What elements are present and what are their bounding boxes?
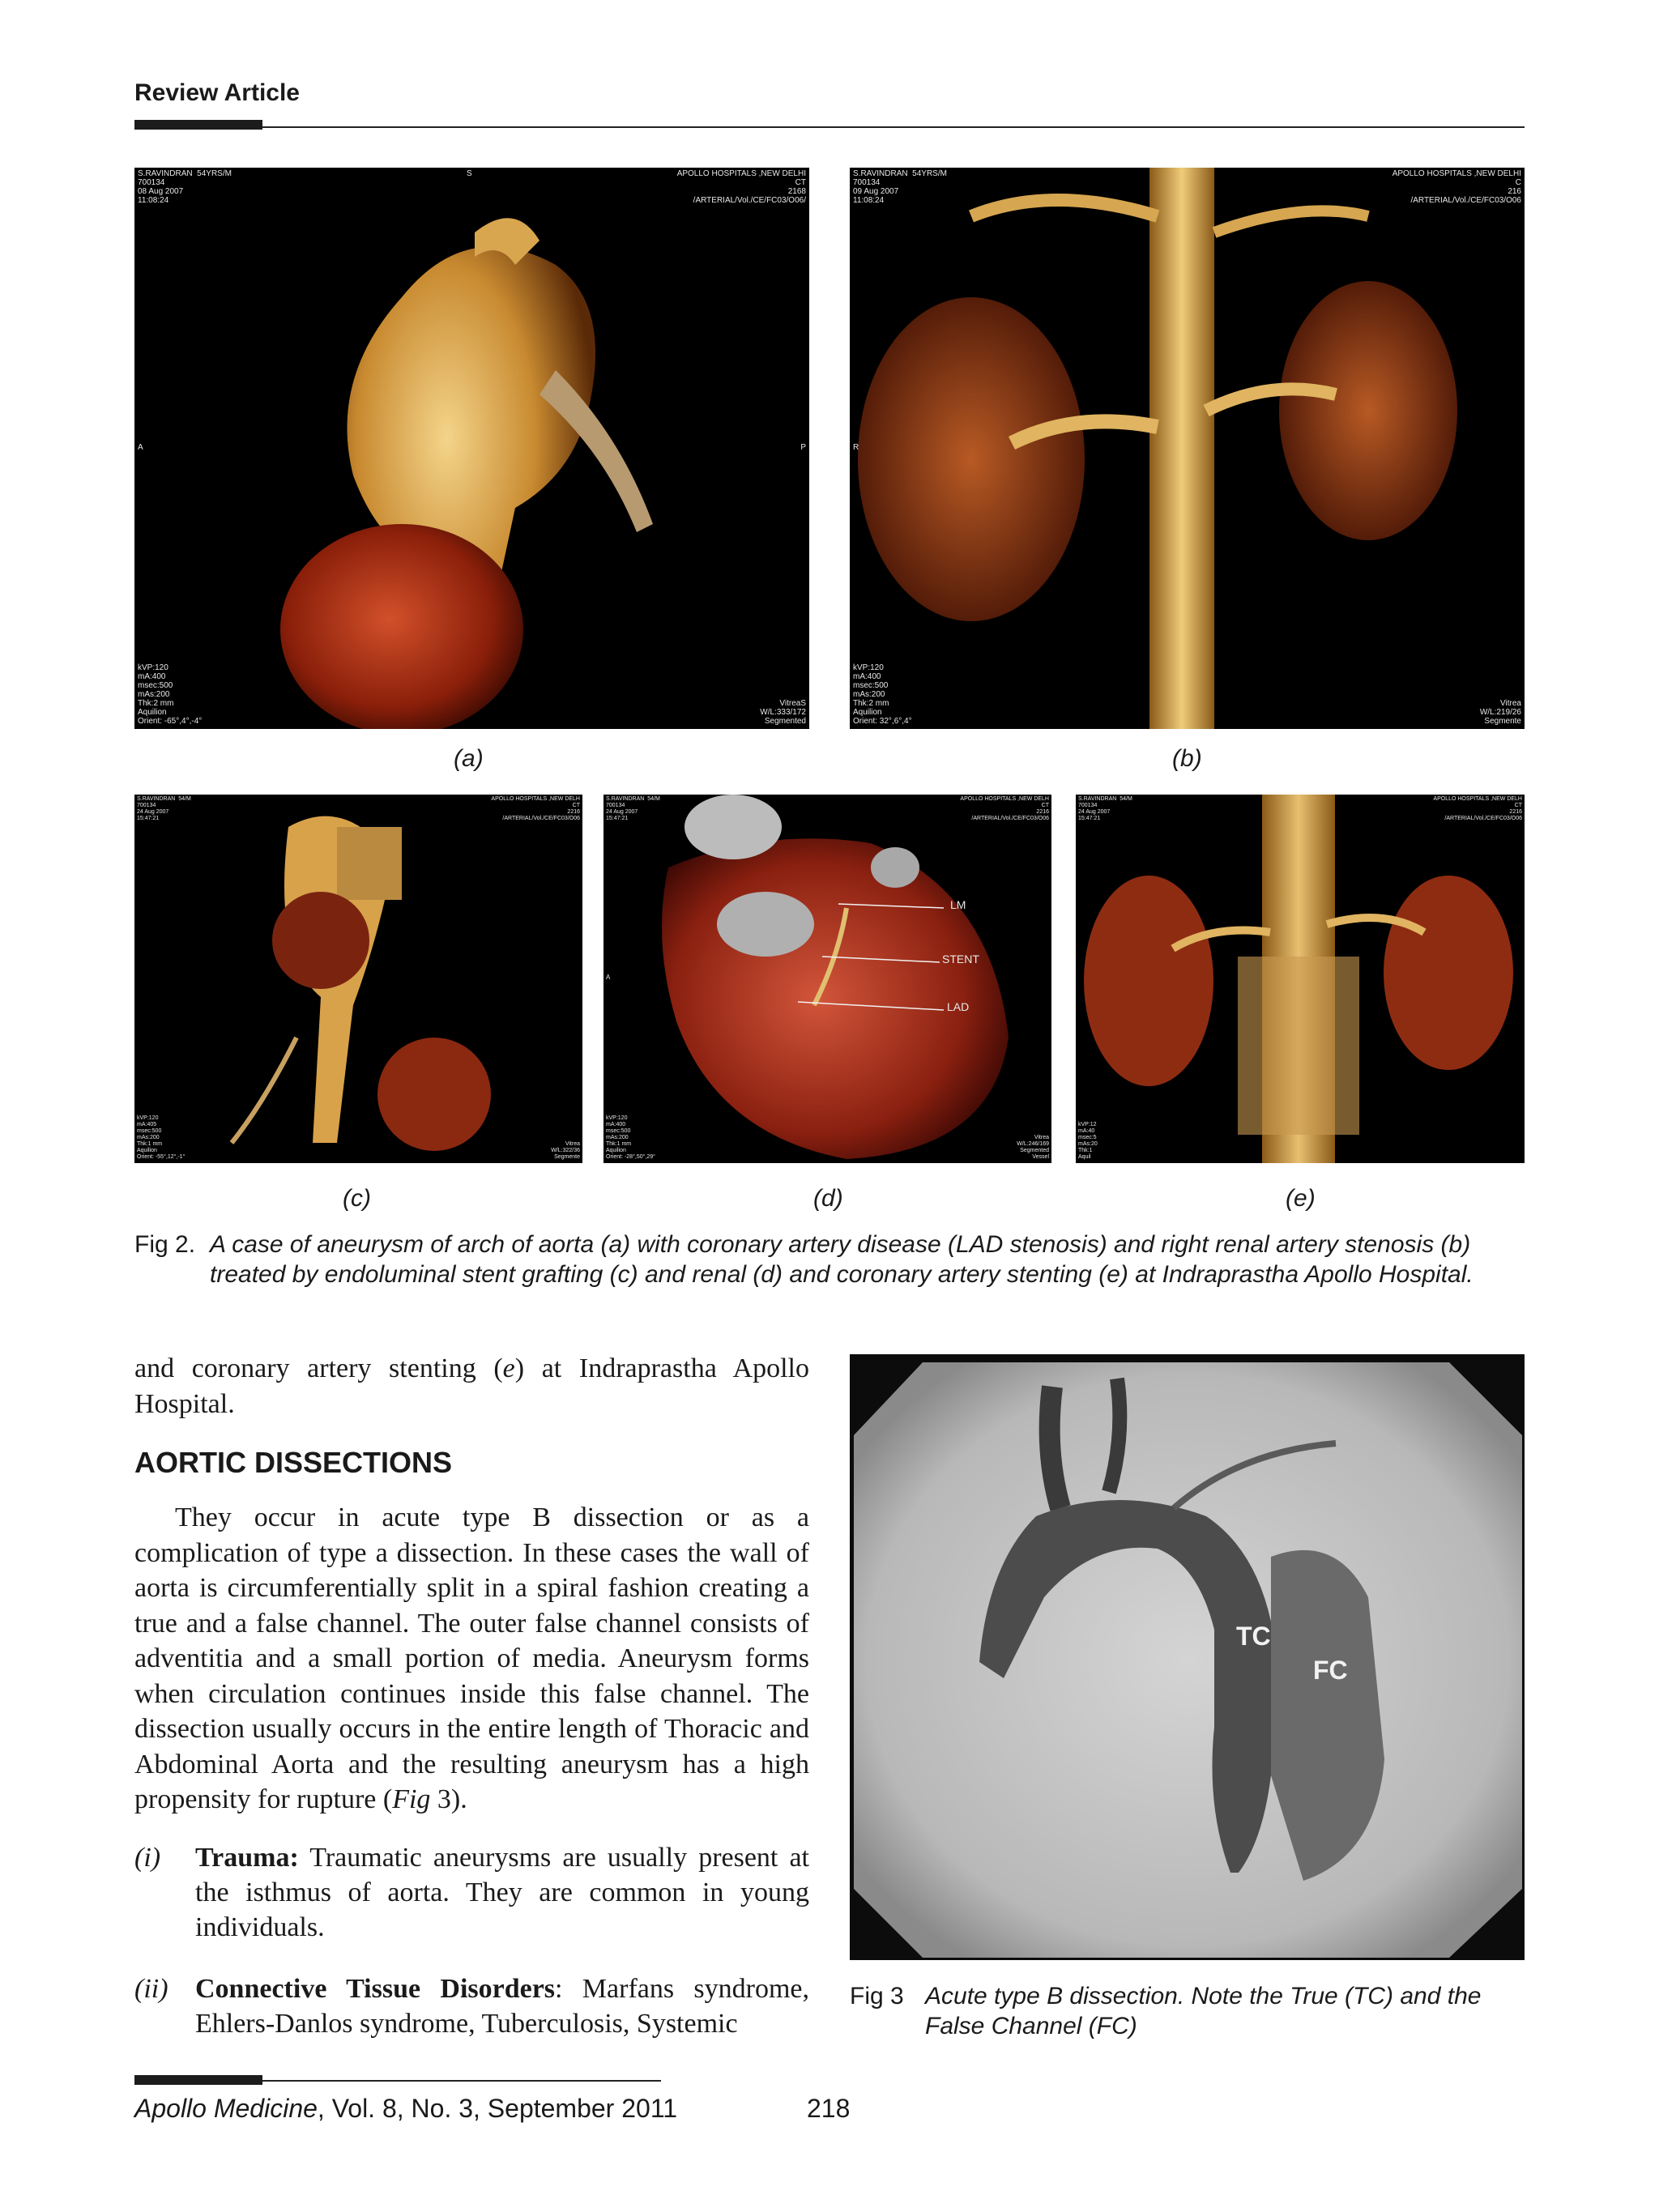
section-heading: AORTIC DISSECTIONS [134,1446,453,1479]
label-fc: FC [1313,1656,1348,1685]
annotation-leaders [603,795,1051,1163]
panel-label-c: (c) [343,1185,371,1212]
stent-graft-3d-render [134,795,582,1163]
figure2-caption-text: A case of aneurysm of arch of aorta (a) with coronary artery disease (LAD stenosis) and right renal artery stenosis (b) treated by endoluminal stent grafting (c) and renal (d) and coronary artery stenting (e) at Indraprastha Apollo Hospital. [210,1231,1473,1288]
ct-overlay-top-left: S.RAVINDRAN 54YRS/M 700134 08 Aug 2007 11:08:24 [138,169,232,205]
ct-overlay-bottom-right: Vitrea W/L:322/36 Segmente [551,1141,580,1160]
ct-overlay-mid-left: A [606,974,611,981]
renal-stent-3d-render [1076,795,1525,1163]
panel-label-a: (a) [454,745,484,772]
footer-accent-bar [134,2075,262,2085]
ct-overlay-top-right: APOLLO HOSPITALS ,NEW DELH CT 2216 /ARTERIAL/Vol./CE/FC03/O06 [960,796,1049,821]
figure3-caption-number: Fig 3 [850,1983,904,2010]
header-rule [134,126,1525,128]
ct-overlay-bottom-right: VitreaS W/L:333/172 Segmented [760,699,806,726]
figure2-caption-number: Fig 2. [134,1231,196,1258]
page-number: 218 [807,2094,851,2123]
dissection-paragraph: They occur in acute type B dissection or as a complication of type a dissection. In these cases the wall of aorta is circumferentially split in a spiral fashion creating a true and a false channel. The outer false channel consists of adventitia and a small portion of media. Aneurysm forms when circulation continues inside this false channel. The dissection usually occurs in the entire length of Thoracic and Abdominal Aorta and the resulting aneurysm has a high propensity for rupture (Fig 3). [134,1502,809,1814]
ct-overlay-bottom-left: kVP:120 mA:400 msec:500 mAs:200 Thk:1 mm Aquilion Orient: -28°,50°,29° [606,1115,655,1160]
ct-overlay-mid-left: A [138,443,143,452]
header-accent-bar [134,120,262,130]
annotation-lad: LAD [947,1000,970,1013]
renal-arteries-3d-render [850,168,1525,729]
ct-overlay-bottom-left: kVP:120 mA:400 msec:500 mAs:200 Thk:2 mm Aquilion Orient: -65°,4°,-4° [138,663,203,726]
ct-overlay-top-right: APOLLO HOSPITALS ,NEW DELH CT 2216 /ARTERIAL/Vol./CE/FC03/O06 [1433,796,1522,821]
angiogram-image [850,1354,1525,1960]
panel-label-b: (b) [1172,745,1202,772]
figure3-caption-text: Acute type B dissection. Note the True (TC) and the False Channel (FC) [925,1983,1482,2039]
annotation-stent: STENT [942,953,979,965]
figure3-angiogram [850,1354,1525,1960]
ct-overlay-mid-left: R [853,443,859,452]
figure2-panel-d [603,795,1051,1163]
annotation-lm: LM [950,898,966,911]
ct-overlay-top-right: APOLLO HOSPITALS ,NEW DELHI C 216 /ARTERIAL/Vol./CE/FC03/O06 [1392,169,1521,205]
section-label: Review Article [134,79,300,106]
figure2-panel-a [134,168,809,729]
panel-label-e: (e) [1286,1185,1316,1212]
journal-citation: Apollo Medicine, Vol. 8, No. 3, September 2011 [134,2094,678,2123]
figure2-panel-b [850,168,1525,729]
ct-overlay-bottom-left: kVP:120 mA:400 msec:500 mAs:200 Thk:2 mm Aquilion Orient: 32°,6°,4° [853,663,912,726]
ct-overlay-top-left: S.RAVINDRAN 54/M 700134 24 Aug 2007 15:47:21 [606,796,660,821]
ct-overlay-bottom-right: Vitrea W/L:246/169 Segmented Vessel [1017,1135,1049,1160]
ct-overlay-top-left: S.RAVINDRAN 54YRS/M 700134 09 Aug 2007 11:08:24 [853,169,947,205]
ct-overlay-bottom-left: kVP:120 mA:405 msec:500 mAs:200 Thk:1 mm Aquilion Orient: -55°,12°,-1° [137,1115,186,1160]
label-tc: TC [1236,1622,1271,1651]
panel-label-d: (d) [813,1185,843,1212]
ct-overlay-bottom-left: kVP:12 mA:40 msec:5 mAs:20 Thk:1 Aquil [1078,1122,1098,1160]
aortic-arch-3d-render [134,168,809,729]
ct-overlay-top-right: APOLLO HOSPITALS ,NEW DELH CT 2216 /ARTERIAL/Vol./CE/FC03/O06 [491,796,580,821]
ct-overlay-top-left: S.RAVINDRAN 54/M 700134 24 Aug 2007 15:47:21 [1078,796,1132,821]
ct-overlay-top-right: APOLLO HOSPITALS ,NEW DELHI CT 2168 /ARTERIAL/Vol./CE/FC03/O06/ [676,169,806,205]
ct-overlay-mid-right: P [800,443,806,452]
ct-overlay-top-left: S.RAVINDRAN 54/M 700134 24 Aug 2007 15:47:21 [137,796,191,821]
figure2-panel-c [134,795,582,1163]
ct-overlay-bottom-right: Vitrea W/L:219/26 Segmente [1479,699,1521,726]
intro-paragraph: and coronary artery stenting (e) at Indraprastha Apollo Hospital. [134,1353,809,1419]
ct-overlay-top-center: S [467,169,472,178]
figure2-panel-e [1076,795,1525,1163]
